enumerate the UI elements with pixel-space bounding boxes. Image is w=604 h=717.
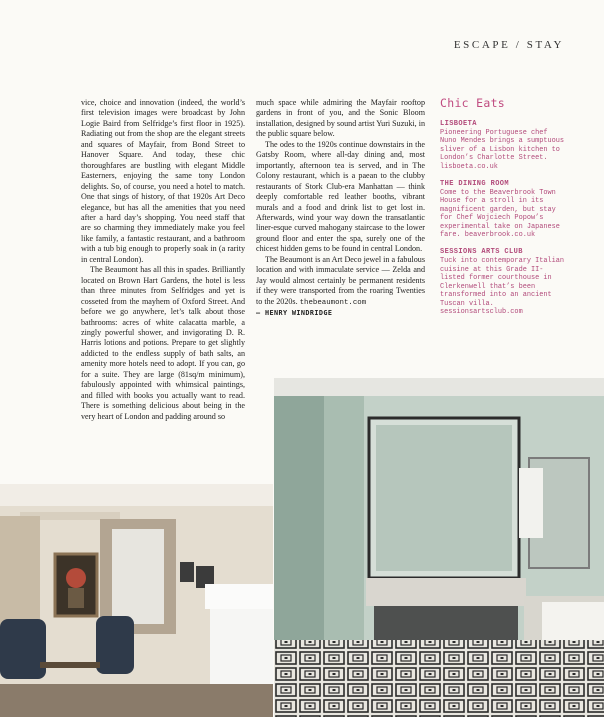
article-paragraph-text: The Beaumont is an Art Deco jewel in a fabulous location and with immaculate service — Zelda and Jay would almost certainly be permanent residents if they were transported from the roaring Twenties to the 2020s. — [256, 254, 425, 306]
entry-text: Come to the Beaverbrook Town House for a stroll in its magnificent garden, but stay for Chef Wojciech Popow’s experimental take on Japanese fare. beaverbrook.co.uk — [440, 189, 560, 240]
entry-name: SESSIONS ARTS CLUB — [440, 248, 523, 257]
bedroom-photo — [0, 484, 273, 717]
author-byline: — HENRY WINDRIDGE — [256, 309, 333, 318]
section-header: ESCAPE / STAY — [453, 39, 564, 51]
sidebar-chic-eats — [440, 96, 568, 325]
article-column-2 — [256, 98, 425, 319]
entry-name: LISBOETA — [440, 120, 477, 128]
article-paragraph — [256, 255, 425, 308]
article-paragraph: vice, choice and innovation (indeed, the world’s first television images were broadcast by John Logie Baird from Selfridge’s first floor in 1925). Radiating out from the shop are the elegant streets and squares of Mayfair, from Bond Street to Hanover Square. And today, these chic thoroughfares are bustling with elegant Middle Easterners, enjoying the same tony London delights. So, of course, you need a hotel to match. One that sings of history, of that 1920s Art Deco elegance, but has all the amenities that you need after a hard day’s shopping. You need staff that are so charming they immediately make you feel like family, a fantastic restaurant, and a bathroom with a tub big enough to properly soak in (a rarity in central London). — [81, 98, 245, 264]
bathroom-photo — [274, 378, 604, 717]
entry-text: Pioneering Portuguese chef Nuno Mendes brings a sumptuous sliver of a Lisbon kitchen to London’s Charlotte Street. lisboeta.co.uk — [440, 129, 565, 171]
sidebar-entry — [440, 120, 568, 171]
sidebar-entry — [440, 180, 568, 239]
sidebar-title: Chic Eats — [440, 96, 506, 110]
sidebar-entry — [440, 248, 568, 316]
entry-text: Tuck into contemporary Italian cuisine at this Grade II-listed former courthouse in Clerkenwell that’s been transformed into an ancient Tuscan villa. sessionsartsclub.com — [440, 257, 565, 316]
bathroom-illustration — [274, 378, 604, 717]
hotel-url[interactable]: thebeaumont.com — [299, 298, 367, 307]
bedroom-illustration — [0, 484, 273, 717]
article-paragraph: The Beaumont has all this in spades. Brilliantly located on Brown Hart Gardens, the hotel is less than three minutes from Selfridges and yet is cosseted from the mayhem of Oxford Street. And before we go anywhere, let’s talk about those bathrooms: acres of white calacatta marble, a zingly powerful shower, and invigorating D. R. Harris lotions and potions. Prepare to get slightly addicted to the endless supply of bath salts, an amenity more hotels need to adopt. If you can, go for a suite. They are large (81sq/m minimum), fabulously appointed with whimsical paintings, and filled with books you actually want to read. There is something delicious about being in the very heart of London and padding around so — [81, 265, 245, 421]
entry-name: THE DINING ROOM — [440, 180, 510, 189]
article-paragraph: The odes to the 1920s continue downstairs in the Gatsby Room, where all-day dining and, most importantly, afternoon tea is served, and in The Colony restaurant, which is a paean to the clubby restaurants of Stork Club-era Manhattan — think deeply comfortable red leather booths, vibrant murals and a food and drink list to get lost in. Afterwards, wind your way down the transatlantic liner-esque curved mahogany staircase to the lower ground floor and enter the spa, surely one of the chicest hidden gems to be found in central London. — [256, 139, 425, 254]
article-column-1 — [81, 98, 245, 422]
article-paragraph: much space while admiring the Mayfair rooftop gardens in front of you, and the Sonic Bloom installation, designed by sound artist Yuri Suzuki, in the public square below. — [256, 98, 425, 139]
